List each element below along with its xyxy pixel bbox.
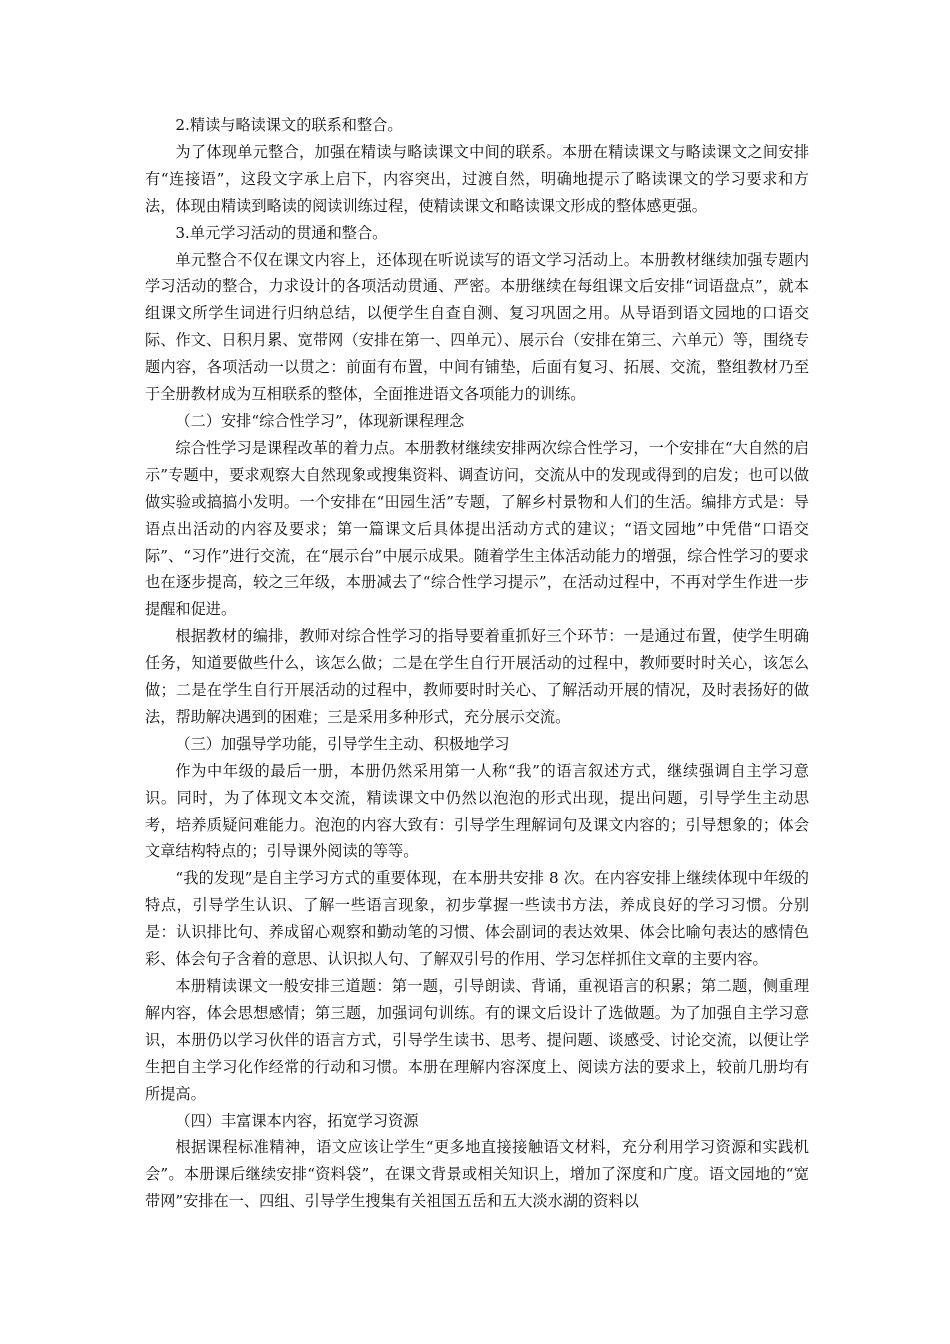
section-heading: （二）安排“综合性学习”，体现新课程理念 <box>175 411 465 430</box>
section-heading: 3.单元学习活动的贯通和整合。 <box>175 223 388 242</box>
body-paragraph: “我的发现”是自主学习方式的重要体现，在本册共安排 8 次。在内容安排上继续体现中年级的特点，引导学生认识、了解一些语言现象，初步掌握一些读书方法，养成良好的学习习惯。分别是：认识排比句、养成留心观察和勤动笔的习惯、体会副词的表达效果、体会比喻句表达的感情色彩、体会句子含着的意思、认识拟人句、了解双引号的作用、学习怎样抓住文章的主要内容。 <box>145 869 809 969</box>
body-paragraph: 本册精读课文一般安排三道题：第一题，引导朗读、背诵，重视语言的积累；第二题，侧重理解内容，体会思想感情；第三题，加强词句训练。有的课文后设计了选做题。为了加强自主学习意识，本册仍以学习伙伴的语言方式，引导学生读书、思考、提问题、谈感受、讨论交流，以便让学生把自主学习化作经常的行动和习惯。本册在理解内容深度上、阅读方法的要求上，较前几册均有所提高。 <box>145 977 809 1103</box>
document-page <box>145 112 809 1215</box>
body-paragraph: 综合性学习是课程改革的着力点。本册教材继续安排两次综合性学习，一个安排在“大自然的启示”专题中，要求观察大自然现象或搜集资料、调查访问，交流从中的发现或得到的启发；也可以做做实验或搞搞小发明。一个安排在“田园生活”专题，了解乡村景物和人们的生活。编排方式是：导语点出活动的内容及要求；第一篇课文后具体提出活动方式的建议；“语文园地”中凭借“口语交际”、“习作”进行交流，在“展示台”中展示成果。随着学生主体活动能力的增强，综合性学习的要求也在逐步提高，较之三年级，本册减去了“综合性学习提示”，在活动过程中，不再对学生作进一步提醒和促进。 <box>145 438 809 619</box>
body-paragraph: 单元整合不仅在课文内容上，还体现在听说读写的语文学习活动上。本册教材继续加强专题内学习活动的整合，力求设计的各项活动贯通、严密。本册继续在每组课文后安排“词语盘点”，就本组课文所学生词进行归纳总结，以便学生自查自测、复习巩固之用。从导语到语文园地的口语交际、作文、日积月累、宽带网（安排在第一、四单元）、展示台（安排在第三、六单元）等，围绕专题内容，各项活动一以贯之：前面有布置，中间有铺垫，后面有复习、拓展、交流，整组教材乃至于全册教材成为互相联系的整体，全面推进语文各项能力的训练。 <box>145 250 809 404</box>
body-paragraph: 根据课程标准精神，语文应该让学生“更多地直接接触语文材料，充分利用学习资源和实践机会”。本册课后继续安排“资料袋”，在课文背景或相关知识上，增加了深度和广度。语文园地的“宽带网”安排在一、四组、引导学生搜集有关祖国五岳和五大淡水湖的资料以 <box>145 1138 809 1211</box>
body-paragraph: 根据教材的编排，教师对综合性学习的指导要着重抓好三个环节：一是通过布置，使学生明确任务，知道要做些什么，该怎么做；二是在学生自行开展活动的过程中，教师要时时关心，该怎么做；二是在学生自行开展活动的过程中，教师要时时关心、了解活动开展的情况，及时表扬好的做法，帮助解决遇到的困难；三是采用多种形式，充分展示交流。 <box>145 627 809 726</box>
body-paragraph: 为了体现单元整合，加强在精读与略读课文中间的联系。本册在精读课文与略读课文之间安排有“连接语”，这段文字承上启下，内容突出，过渡自然，明确地提示了略读课文的学习要求和方法，体现由精读到略读的阅读训练过程，使精读课文和略读课文形成的整体感更强。 <box>145 142 809 215</box>
body-paragraph: 作为中年级的最后一册，本册仍然采用第一人称“我”的语言叙述方式，继续强调自主学习意识。同时，为了体现文本交流，精读课文中仍然以泡泡的形式出现，提出问题，引导学生主动思考，培养质疑问难能力。泡泡的内容大致有：引导学生理解词句及课文内容的；引导想象的；体会文章结构特点的；引导课外阅读的等等。 <box>145 761 809 861</box>
section-heading: （三）加强导学功能，引导学生主动、积极地学习 <box>175 734 510 753</box>
section-heading: 2.精读与略读课文的联系和整合。 <box>175 116 403 134</box>
section-heading: （四）丰富课本内容，拓宽学习资源 <box>175 1111 419 1130</box>
